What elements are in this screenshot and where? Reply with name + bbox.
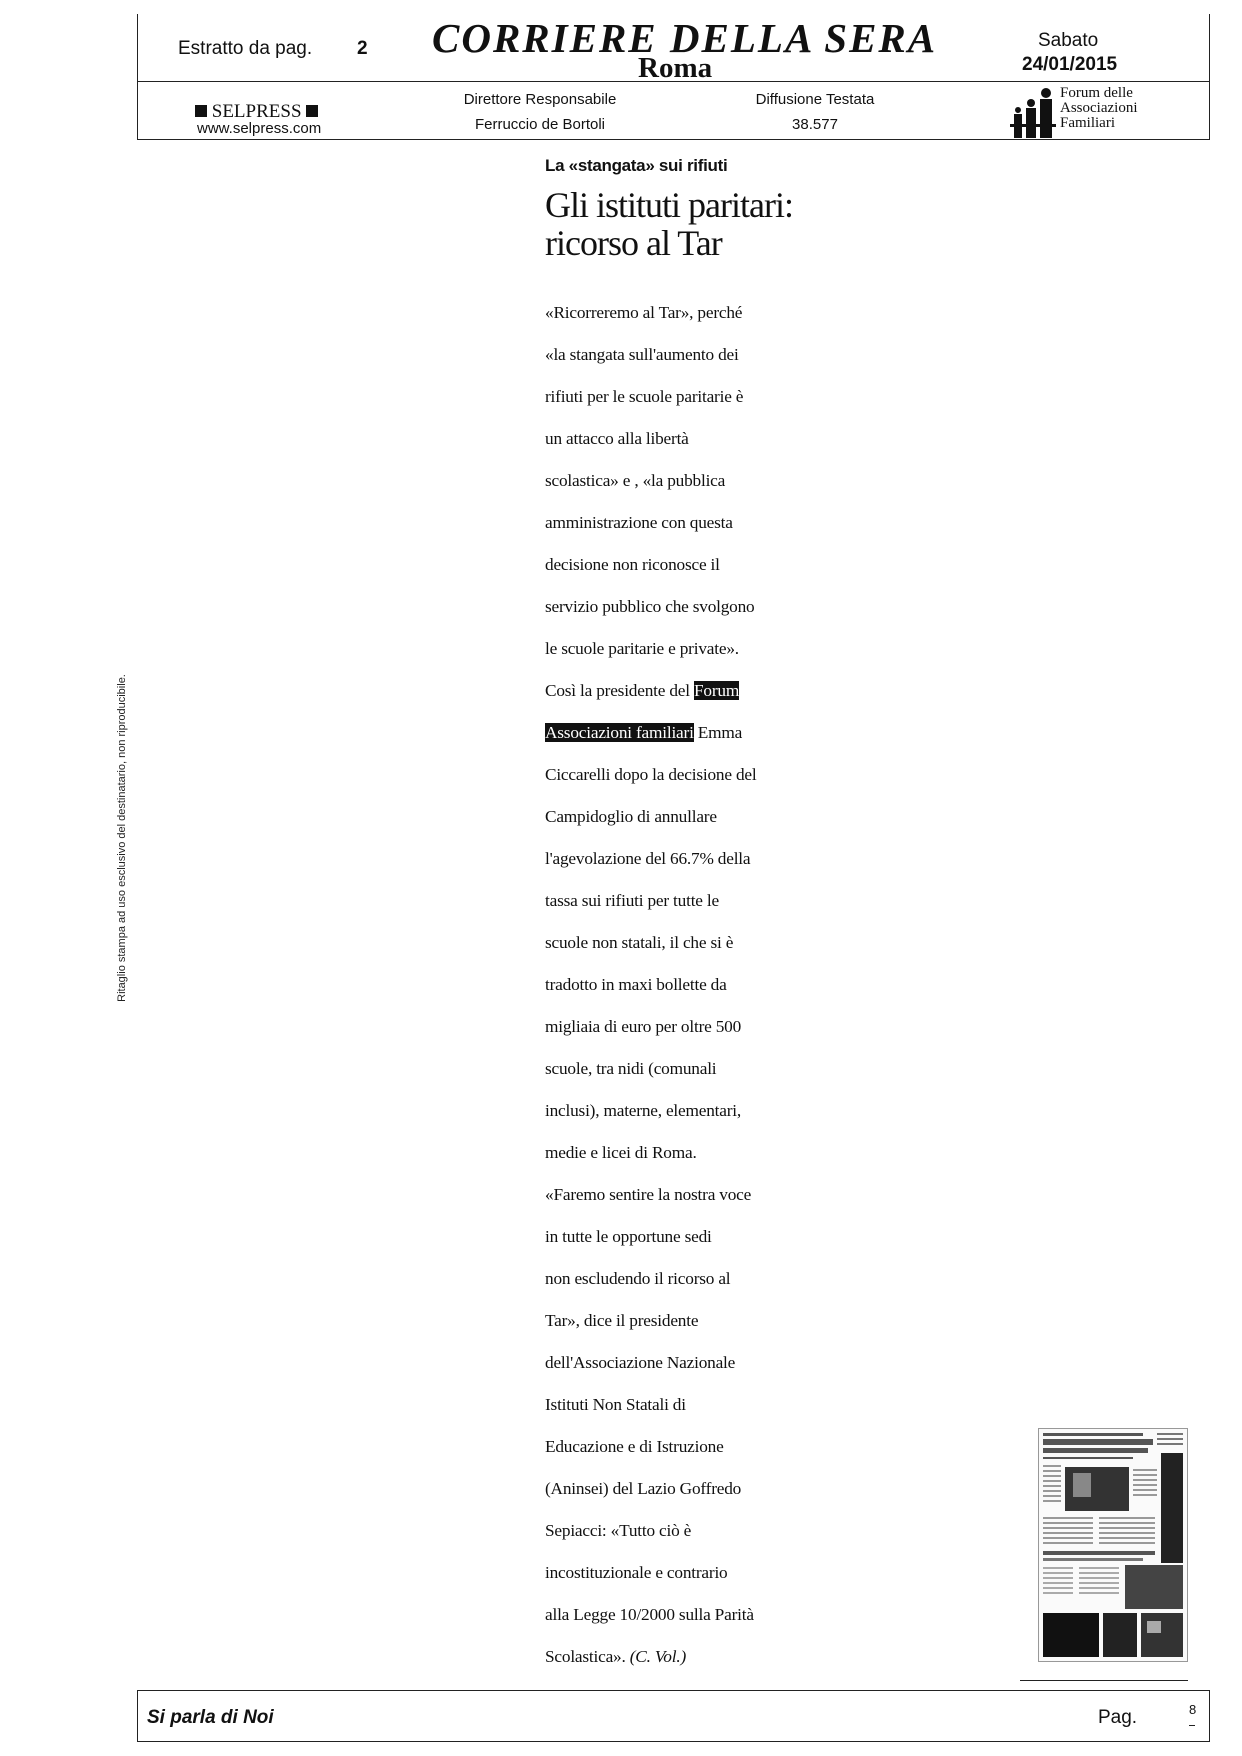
square-icon xyxy=(195,105,207,117)
body-segment: Così la presidente del xyxy=(545,681,694,700)
author-initials: (C. Vol.) xyxy=(629,1647,687,1666)
body-segment: Emma xyxy=(693,723,743,742)
forum-logo xyxy=(1010,86,1137,138)
body-line: alla Legge 10/2000 sulla Parità xyxy=(545,1605,754,1624)
footer-page-label: Pag. xyxy=(1098,1707,1138,1728)
extract-label: Estratto da pag. xyxy=(178,38,313,59)
forum-line-1: Forum delle xyxy=(1060,85,1133,101)
header-right-border xyxy=(1209,14,1210,139)
family-icon xyxy=(1010,86,1056,138)
body-line: «Ricorreremo al Tar», perché xyxy=(545,303,743,322)
forum-line-2: Associazioni xyxy=(1060,100,1138,116)
footer-right-border xyxy=(1209,1690,1210,1742)
footer-left-border xyxy=(137,1690,138,1742)
body-line: scolastica» e , «la pubblica xyxy=(545,471,726,490)
body-segment: Scolastica». xyxy=(545,1647,630,1666)
masthead: CORRIERE DELLA SERA xyxy=(432,15,938,61)
article-kicker: La «stangata» sui rifiuti xyxy=(545,156,728,175)
body-line: amministrazione con questa xyxy=(545,513,733,532)
body-line: inclusi), materne, elementari, xyxy=(545,1101,742,1120)
side-note: Ritaglio stampa ad uso esclusivo del destinatario, non riproducibile. xyxy=(116,674,128,1002)
page-number-underline xyxy=(1189,1725,1195,1726)
circulation-label: Diffusione Testata xyxy=(755,91,875,108)
body-line: non escludendo il ricorso al xyxy=(545,1269,731,1288)
article-body xyxy=(545,281,756,1688)
body-line: Istituti Non Statali di xyxy=(545,1395,686,1414)
director-name: Ferruccio de Bortoli xyxy=(474,116,606,133)
body-line: rifiuti per le scuole paritarie è xyxy=(545,387,744,406)
body-line xyxy=(545,722,756,743)
body-line: in tutte le opportune sedi xyxy=(545,1227,712,1246)
thumbnail-underline xyxy=(1020,1680,1188,1681)
body-line: medie e licei di Roma. xyxy=(545,1143,697,1162)
header-bottom-border xyxy=(137,139,1210,140)
body-line xyxy=(545,1646,756,1667)
director-label: Direttore Responsabile xyxy=(463,91,617,108)
body-line: tradotto in maxi bollette da xyxy=(545,975,727,994)
page-thumbnail-image xyxy=(1039,1429,1187,1661)
agency-name: SELPRESS xyxy=(211,101,302,122)
body-line: (Aninsei) del Lazio Goffredo xyxy=(545,1479,742,1498)
highlight-forum: Forum xyxy=(693,681,740,700)
page-thumbnail xyxy=(1038,1428,1188,1662)
body-line: Sepiacci: «Tutto ciò è xyxy=(545,1521,692,1540)
footer-top-border xyxy=(137,1690,1210,1691)
edition: Roma xyxy=(638,52,713,84)
body-line: un attacco alla libertà xyxy=(545,429,689,448)
article-headline xyxy=(545,186,793,262)
agency-url: www.selpress.com xyxy=(197,120,322,137)
body-line: tassa sui rifiuti per tutte le xyxy=(545,891,719,910)
body-line: servizio pubblico che svolgono xyxy=(545,597,755,616)
extract-page: 2 xyxy=(357,38,368,59)
body-line: Campidoglio di annullare xyxy=(545,807,717,826)
header-left-border xyxy=(137,14,138,139)
body-line: l'agevolazione del 66.7% della xyxy=(545,849,751,868)
headline-line-2: ricorso al Tar xyxy=(545,223,722,263)
body-line: Ciccarelli dopo la decisione del xyxy=(545,765,757,784)
date: 24/01/2015 xyxy=(1022,54,1118,75)
side-note-wrap xyxy=(112,650,132,1030)
body-line: «la stangata sull'aumento dei xyxy=(545,345,739,364)
body-line: dell'Associazione Nazionale xyxy=(545,1353,736,1372)
body-line xyxy=(545,680,756,701)
body-line: «Faremo sentire la nostra voce xyxy=(545,1185,752,1204)
footer-bottom-border xyxy=(137,1741,1210,1742)
body-line: incostituzionale e contrario xyxy=(545,1563,728,1582)
body-line: decisione non riconosce il xyxy=(545,555,720,574)
day: Sabato xyxy=(1038,30,1099,51)
body-line: Tar», dice il presidente xyxy=(545,1311,699,1330)
footer-section: Si parla di Noi xyxy=(147,1707,274,1728)
headline-line-1: Gli istituti paritari: xyxy=(545,185,793,225)
body-line: le scuole paritarie e private». xyxy=(545,639,739,658)
forum-line-3: Familiari xyxy=(1060,115,1115,131)
highlight-associazioni: Associazioni familiari xyxy=(545,723,694,742)
body-line: scuole non statali, il che si è xyxy=(545,933,734,952)
body-line: scuole, tra nidi (comunali xyxy=(545,1059,717,1078)
body-line: Educazione e di Istruzione xyxy=(545,1437,724,1456)
footer-page-number: 8 xyxy=(1189,1702,1197,1717)
square-icon xyxy=(306,105,318,117)
circulation-value: 38.577 xyxy=(792,116,838,133)
body-line: migliaia di euro per oltre 500 xyxy=(545,1017,742,1036)
